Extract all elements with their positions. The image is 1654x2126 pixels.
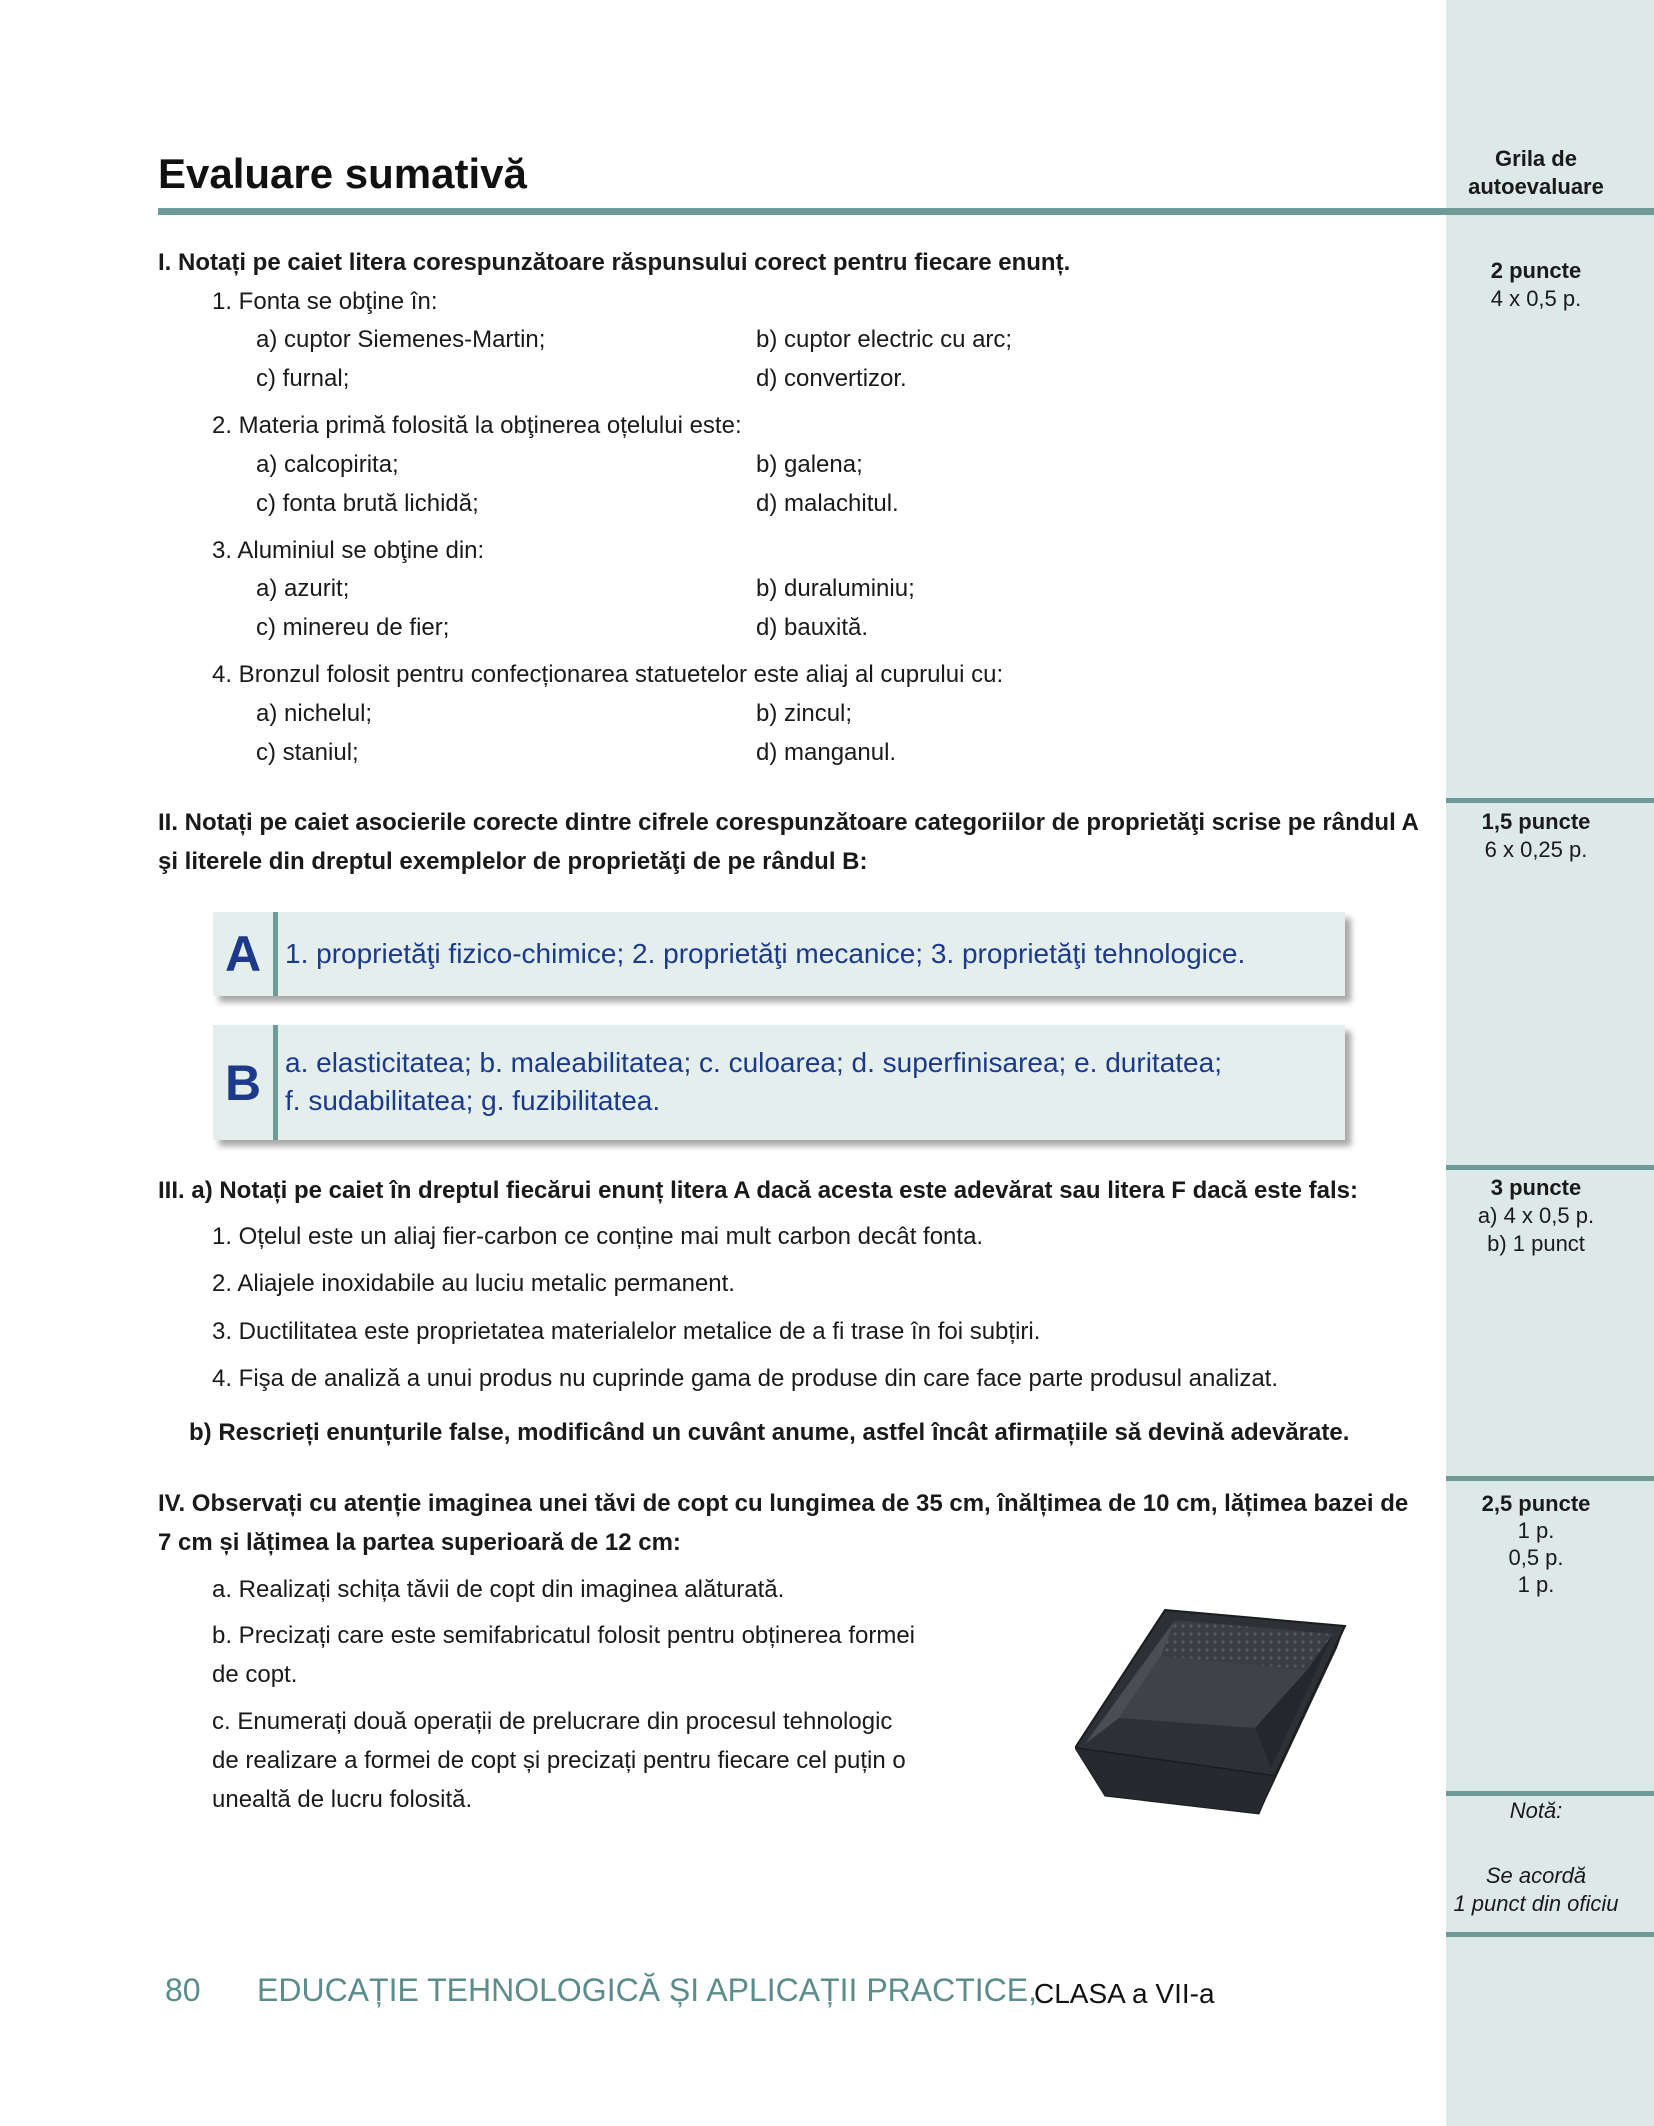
answer-3a: a) azurit;: [256, 575, 350, 602]
section-3a-heading: III. a) Notați pe caiet în dreptul fiecărui enunț litera A dacă acesta este adevărat sau litera F dacă este fals:: [158, 1177, 1358, 1204]
task-c-line1: c. Enumerați două operații de prelucrare din procesul tehnologic: [212, 1708, 893, 1735]
score-1-points: 2 puncte: [1490, 258, 1582, 283]
answer-2c: c) fonta brută lichidă;: [256, 490, 479, 517]
note-line1: Se acordă: [1485, 1863, 1587, 1888]
task-a: a. Realizați schița tăvii de copt din imaginea alăturată.: [212, 1576, 785, 1603]
row-b-text: [285, 1044, 1222, 1120]
row-b-line2: f. sudabilitatea; g. fuzibilitatea.: [285, 1085, 661, 1116]
footer-grade: CLASA a VII-a: [1034, 1978, 1215, 2009]
note-label: Notă:: [1509, 1798, 1563, 1823]
baking-pan-image: [1075, 1598, 1347, 1818]
question-1: 1. Fonta se obţine în:: [212, 288, 438, 315]
statement-2: 2. Aliajele inoxidabile au luciu metalic permanent.: [212, 1270, 735, 1297]
row-b-letter: B: [224, 1054, 262, 1111]
score-4-points: 2,5 puncte: [1481, 1491, 1591, 1516]
answer-2d: d) malachitul.: [756, 490, 899, 517]
answer-1d: d) convertizor.: [756, 365, 907, 392]
sidebar-header-line1: Grila de: [1495, 146, 1577, 171]
section-2-heading-line2: şi literele din dreptul exemplelor de proprietăţi de pe rândul B:: [158, 848, 868, 875]
answer-1b: b) cuptor electric cu arc;: [756, 326, 1013, 353]
answer-2b: b) galena;: [756, 451, 863, 478]
note-line2: 1 punct din oficiu: [1453, 1891, 1619, 1916]
title-rule: [158, 208, 1654, 215]
question-4: 4. Bronzul folosit pentru confecționarea statuetelor este aliaj al cuprului cu:: [212, 661, 1004, 688]
answer-2a: a) calcopirita;: [256, 451, 399, 478]
row-b-separator: [273, 1025, 278, 1140]
page-number: 80: [165, 1972, 201, 2008]
section-4-heading-line1: IV. Observați cu atenție imaginea unei tăvi de copt cu lungimea de 35 cm, înălțimea de 10 cm, lățimea bazei de: [158, 1490, 1409, 1517]
statement-4: 4. Fişa de analiză a unui produs nu cuprinde gama de produse din care face parte produsul analizat.: [212, 1365, 1279, 1392]
sidebar-rule: [1446, 1165, 1654, 1170]
sidebar-header: [1446, 145, 1626, 201]
score-4-detail-3: 1 p.: [1517, 1572, 1555, 1597]
answer-3b: b) duraluminiu;: [756, 575, 915, 602]
sidebar-score-1: [1446, 257, 1626, 313]
question-2: 2. Materia primă folosită la obţinerea oțelului este:: [212, 412, 742, 439]
sidebar-note: [1446, 1797, 1626, 1918]
section-4-heading-line2: 7 cm și lățimea la partea superioară de 12 cm:: [158, 1529, 681, 1556]
section-1-heading: I. Notați pe caiet litera corespunzătoare răspunsului corect pentru fiecare enunț.: [158, 249, 1071, 276]
answer-1a: a) cuptor Siemenes-Martin;: [256, 326, 546, 353]
answer-4d: d) manganul.: [756, 739, 897, 766]
task-c-line3: unealtă de lucru folosită.: [212, 1786, 473, 1813]
task-c-line2: de realizare a formei de copt și precizați pentru fiecare cel puțin o: [212, 1747, 906, 1774]
sidebar-header-line2: autoevaluare: [1468, 174, 1604, 199]
score-4-detail-1: 1 p.: [1517, 1518, 1555, 1543]
task-b-line2: de copt.: [212, 1661, 298, 1688]
score-2-points: 1,5 puncte: [1481, 809, 1591, 834]
page-title: Evaluare sumativă: [158, 150, 527, 197]
row-a-text: 1. proprietăţi fizico-chimice; 2. proprietăţi mecanice; 3. proprietăţi tehnologice.: [285, 938, 1246, 969]
row-a-separator: [273, 912, 278, 996]
score-3-detail-b: b) 1 punct: [1487, 1231, 1585, 1256]
question-3: 3. Aluminiul se obţine din:: [212, 537, 485, 564]
sidebar-rule: [1446, 1791, 1654, 1796]
answer-4c: c) staniul;: [256, 739, 359, 766]
score-2-detail: 6 x 0,25 p.: [1484, 837, 1588, 862]
section-3b-heading: b) Rescrieți enunțurile false, modificând un cuvânt anume, astfel încât afirmațiile să devină adevărate.: [189, 1419, 1350, 1446]
footer-subject: EDUCAȚIE TEHNOLOGICĂ ȘI APLICAȚII PRACTICE,: [257, 1972, 1038, 2008]
score-3-points: 3 puncte: [1490, 1175, 1582, 1200]
row-a-box: [213, 912, 1345, 996]
score-4-detail-2: 0,5 p.: [1508, 1545, 1564, 1570]
sidebar-rule: [1446, 798, 1654, 803]
answer-4a: a) nichelul;: [256, 700, 373, 727]
sidebar-score-3: [1446, 1174, 1626, 1258]
row-b-line1: a. elasticitatea; b. maleabilitatea; c. culoarea; d. superfinisarea; e. duritatea;: [285, 1047, 1222, 1078]
answer-3d: d) bauxită.: [756, 614, 869, 641]
statement-1: 1. Oțelul este un aliaj fier-carbon ce conține mai mult carbon decât fonta.: [212, 1223, 984, 1250]
sidebar-rule: [1446, 1932, 1654, 1937]
sidebar-rule: [1446, 1476, 1654, 1481]
sidebar-score-4: [1446, 1490, 1626, 1598]
score-3-detail-a: a) 4 x 0,5 p.: [1477, 1203, 1595, 1228]
row-a-letter: A: [224, 926, 262, 982]
answer-1c: c) furnal;: [256, 365, 350, 392]
row-b-box: [213, 1025, 1345, 1140]
task-b-line1: b. Precizați care este semifabricatul folosit pentru obținerea formei: [212, 1622, 915, 1649]
section-2-heading-line1: II. Notați pe caiet asocierile corecte dintre cifrele corespunzătoare categoriilor de proprietăţi scrise pe rândul A: [158, 809, 1419, 836]
answer-3c: c) minereu de fier;: [256, 614, 450, 641]
statement-3: 3. Ductilitatea este proprietatea materialelor metalice de a fi trase în foi subțiri.: [212, 1318, 1041, 1345]
answer-4b: b) zincul;: [756, 700, 853, 727]
sidebar-score-2: [1446, 808, 1626, 864]
score-1-detail: 4 x 0,5 p.: [1490, 286, 1582, 311]
